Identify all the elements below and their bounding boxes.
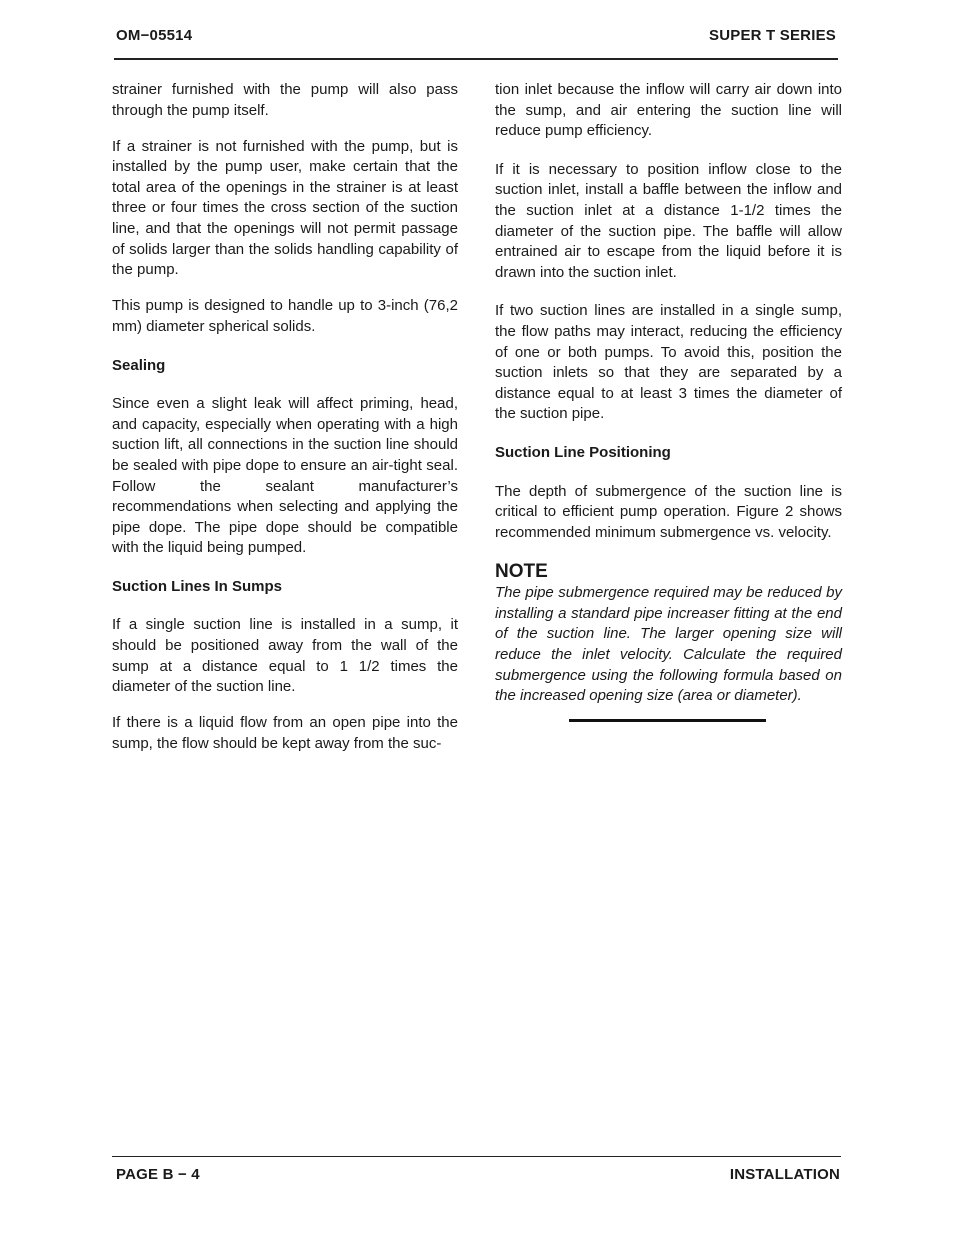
paragraph-liquid-flow: If there is a liquid flow from an open pipe into the sump, the flow should be kept away from the suc- [112, 714, 458, 752]
paragraph-submergence: The depth of submergence of the suction line is critical to efficient pump operation. Figure 2 shows recommended minimum submergence vs. velocity. [495, 482, 842, 541]
paragraph-strainer-not-furnished: If a strainer is not furnished with the pump, but is installed by the pump user, make certain that the total area of the openings in the strainer is at least three or four times the cross section of the suction line, and that the openings will not permit passage of solids larger than the solids handling capability of the pump. [112, 137, 458, 279]
note-end-rule [569, 719, 766, 722]
series-title: SUPER T SERIES [709, 27, 836, 44]
note-title: NOTE [495, 561, 548, 583]
section-title: INSTALLATION [729, 1166, 840, 1183]
paragraph-single-suction-line: If a single suction line is installed in a sump, it should be positioned away from the wall of the sump at a distance equal to 1 1/2 times the diameter of the suction line. [112, 616, 458, 696]
footer-rule [112, 1156, 841, 1157]
header-rule [114, 58, 838, 60]
paragraph-sealing: Since even a slight leak will affect priming, head, and capacity, especially when operating with a high suction lift, all connections in the suction line should be sealed with pipe dope to ensure an air-tight seal. Follow the sealant manufacturer’s recommendations when selecting and applying the pipe dope. The pipe dope should be compatible with the liquid being pumped. [112, 395, 458, 557]
heading-sealing: Sealing [112, 356, 166, 374]
paragraph-strainer-continued: strainer furnished with the pump will also pass through the pump itself. [112, 81, 458, 119]
left-column [112, 80, 458, 755]
document-number: OM−05514 [116, 27, 193, 44]
page-number: PAGE B − 4 [116, 1166, 200, 1183]
note-body: The pipe submergence required may be reduced by installing a standard pipe increaser fitting at the end of the suction line. The larger opening size will reduce the inlet velocity. Calculate the required submergence using the following formula based on the increased opening size (area or diameter). [495, 584, 842, 705]
heading-suction-lines-in-sumps: Suction Lines In Sumps [112, 577, 283, 595]
paragraph-baffle: If it is necessary to position inflow close to the suction inlet, install a baffle between the inflow and the suction inlet at a distance 1-1/2 times the diameter of the suction pipe. The baffle will allow entrained air to escape from the liquid before it is drawn into the suction inlet. [495, 160, 842, 281]
paragraph-two-suction-lines: If two suction lines are installed in a single sump, the flow paths may interact, reducing the efficiency of one or both pumps. To avoid this, position the suction inlets so that they are separated by a distance equal to at least 3 times the diameter of the suction pipe. [495, 302, 842, 423]
right-column [495, 80, 842, 722]
heading-suction-line-positioning: Suction Line Positioning [495, 443, 671, 461]
paragraph-solids-capacity: This pump is designed to handle up to 3-inch (76,2 mm) diameter spherical solids. [112, 297, 458, 335]
paragraph-inflow-continued: tion inlet because the inflow will carry air down into the sump, and air entering the suction line will reduce pump efficiency. [495, 81, 842, 140]
